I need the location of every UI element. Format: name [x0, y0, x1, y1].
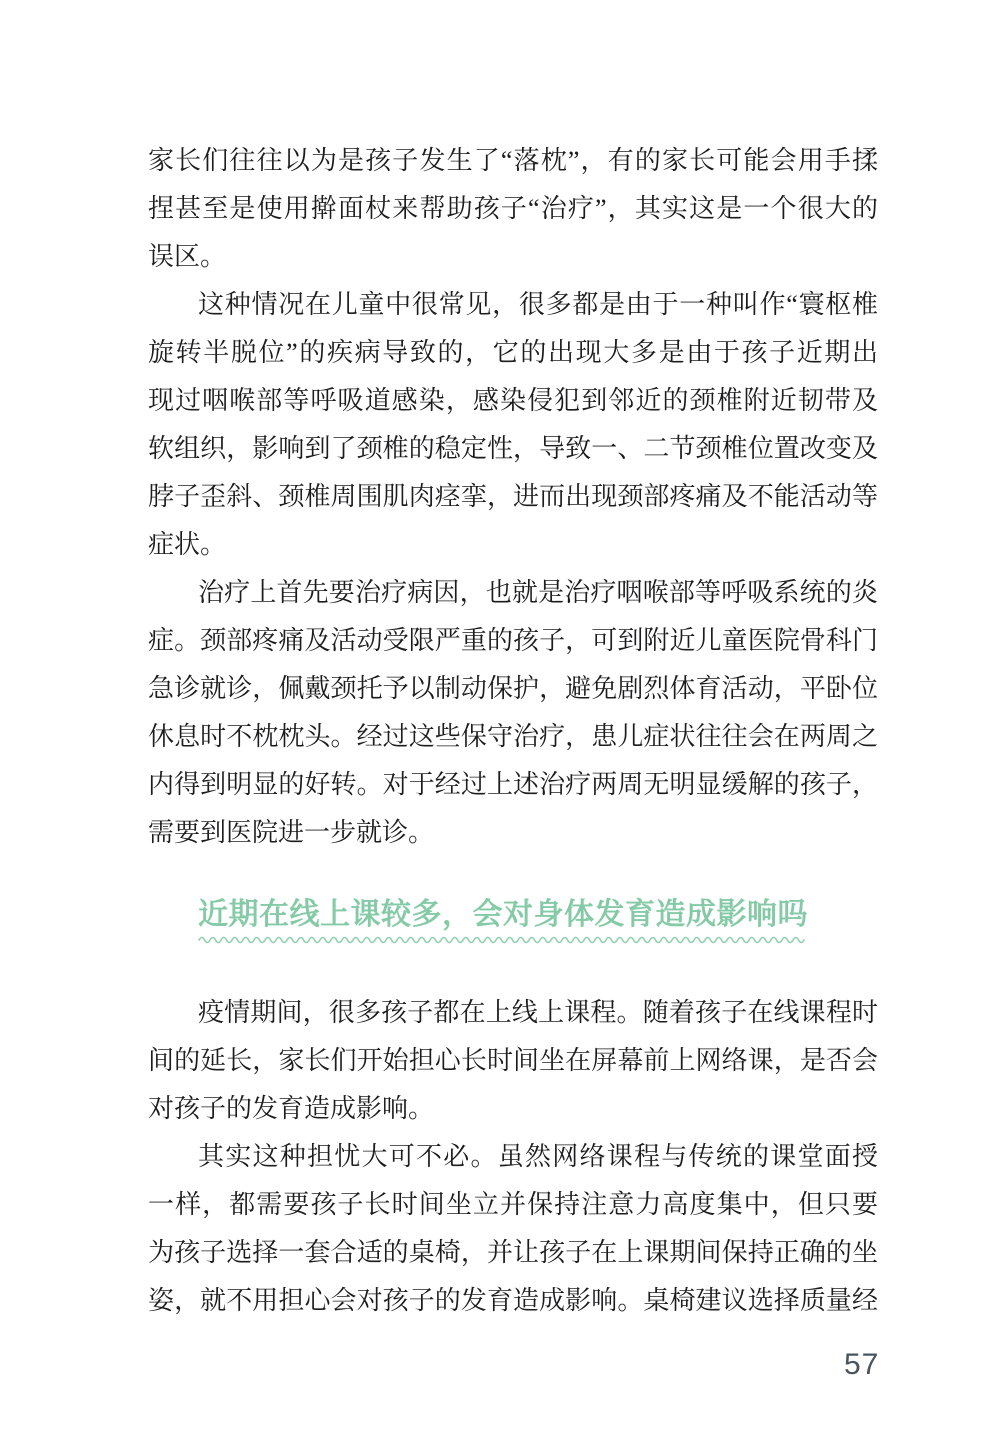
text-line: 症。颈部疼痛及活动受限严重的孩子，可到附近儿童医院骨科门	[148, 626, 878, 655]
text-line: 急诊就诊，佩戴颈托予以制动保护，避免剧烈体育活动，平卧位	[148, 674, 878, 703]
text-line: 其实这种担忧大可不必。虽然网络课程与传统的课堂面授	[198, 1142, 878, 1171]
text-line: 误区。	[148, 242, 227, 271]
text-line: 休息时不枕枕头。经过这些保守治疗，患儿症状往往会在两周之	[148, 722, 878, 751]
text-line: 症状。	[148, 530, 227, 559]
text-line: 脖子歪斜、颈椎周围肌肉痉挛，进而出现颈部疼痛及不能活动等	[148, 482, 878, 511]
text-line: 姿，就不用担心会对孩子的发育造成影响。桌椅建议选择质量经	[148, 1286, 878, 1315]
text-line: 治疗上首先要治疗病因，也就是治疗咽喉部等呼吸系统的炎	[198, 578, 878, 607]
text-line: 为孩子选择一套合适的桌椅，并让孩子在上课期间保持正确的坐	[148, 1238, 878, 1267]
section-heading: 近期在线上课较多，会对身体发育造成影响吗	[198, 898, 808, 931]
text-line: 内得到明显的好转。对于经过上述治疗两周无明显缓解的孩子，	[148, 770, 878, 799]
text-line: 旋转半脱位”的疾病导致的，它的出现大多是由于孩子近期出	[148, 338, 878, 367]
paragraph	[148, 989, 878, 1133]
text-line: 软组织，影响到了颈椎的稳定性，导致一、二节颈椎位置改变及	[148, 434, 878, 463]
paragraph	[148, 569, 878, 857]
text-line: 这种情况在儿童中很常见，很多都是由于一种叫作“寰枢椎	[198, 290, 878, 319]
text-line: 一样，都需要孩子长时间坐立并保持注意力高度集中，但只要	[148, 1190, 878, 1219]
text-line: 捏甚至是使用擀面杖来帮助孩子“治疗”，其实这是一个很大的	[148, 194, 878, 223]
paragraph	[148, 137, 878, 281]
body-text-upper	[148, 137, 878, 857]
heading-underline-wave	[198, 934, 812, 944]
text-line: 家长们往往以为是孩子发生了“落枕”，有的家长可能会用手揉	[148, 146, 878, 175]
text-line: 现过咽喉部等呼吸道感染，感染侵犯到邻近的颈椎附近韧带及	[148, 386, 878, 415]
text-line: 需要到医院进一步就诊。	[148, 818, 435, 847]
body-text-lower	[148, 989, 878, 1325]
text-line: 间的延长，家长们开始担心长时间坐在屏幕前上网络课，是否会	[148, 1046, 878, 1075]
page-number: 57	[844, 1348, 880, 1381]
paragraph	[148, 1133, 878, 1325]
paragraph	[148, 281, 878, 569]
section-heading-block	[148, 897, 878, 944]
text-line: 疫情期间，很多孩子都在上线上课程。随着孩子在线课程时	[198, 998, 878, 1027]
text-line: 对孩子的发育造成影响。	[148, 1094, 435, 1123]
